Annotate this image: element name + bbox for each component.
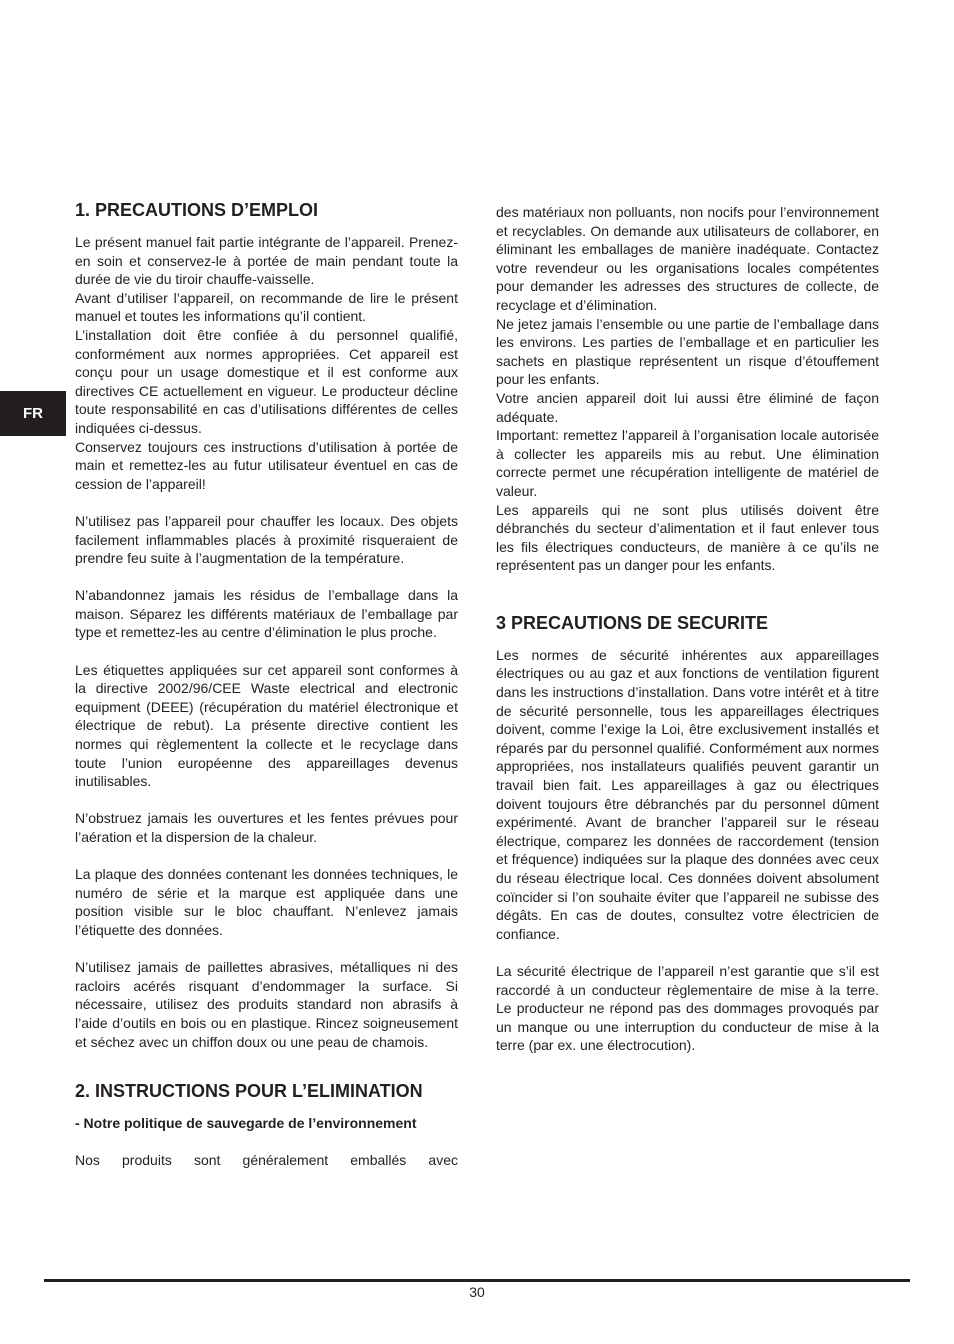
paragraph: Les appareils qui ne sont plus utilisés doivent être débranchés du secteur d’alimentation et il faut enlever tous les fils électriques conducteurs, de manière à ce qu’ils ne représentent pas un danger pour les enfants. [496, 501, 879, 574]
paragraph: La sécurité électrique de l’appareil n’est garantie que s’il est raccordé à un conducteur règlementaire de mise à la terre. Le producteur ne répond pas des dommages provoqués par un manque ou une interruption du conducteur de mise à la terre (par ex. une électrocution). [496, 962, 879, 1054]
section2-subtitle: - Notre politique de sauvegarde de l’environnement [75, 1115, 417, 1132]
paragraph: Les normes de sécurité inhérentes aux appareillages électriques ou au gaz et aux fonctions de ventilation figurent dans les instructions d’installation. Dans votre intérêt et à titre de sécurité personnelle, tous les appareillages électriques doivent, comme l’exige la Loi, être exclusivement installés et réparés par du personnel qualifié. Conformément aux normes appropriées, nos installateurs qualifiés peuvent garantir un travail bien fait. Les appareillages à gaz ou électriques doivent toujours être débranchés par du personnel dûment expérimenté. Avant de brancher l’appareil sur le réseau électrique, comparez les données de raccordement (tension et fréquence) indiquées sur la plaque des données avec ceux du réseau électrique local. Ces données doivent absolument coïncider si l’on souhaite éviter que l’appareil ne subisse des dégâts. En cas de doutes, consultez votre électricien de confiance. [496, 646, 879, 942]
paragraph: N’obstruez jamais les ouvertures et les fentes prévues pour l’aération et la dispersion de la chaleur. [75, 810, 458, 845]
paragraph: Ne jetez jamais l’ensemble ou une partie de l’emballage dans les environs. Les parties de l’emballage et en particulier les sachets en plastique représentent un risque d’étouffement pour les enfants. [496, 315, 879, 388]
paragraph: Les étiquettes appliquées sur cet appareil sont conformes à la directive 2002/96/CEE Waste electrical and electronic equipment (DEEE) (récupération du matériel électronique et électrique de rebut). La présente directive contient les normes qui règlementent la collecte et le recyclage dans toute l’union européenne des appareillages devenus inutilisables. [75, 661, 458, 790]
paragraph: Avant d’utiliser l’appareil, on recommande de lire le présent manuel et toutes les informations qu’il contient. [75, 289, 458, 325]
paragraph: N’abandonnez jamais les résidus de l’emballage dans la maison. Séparez les différents matériaux de l’emballage par type et remettez-les au centre d’élimination le plus proche. [75, 587, 458, 641]
left-column [75, 198, 458, 1169]
paragraph: Important: remettez l’appareil à l’organisation locale autorisée à collecter les appareils mis au rebut. Une élimination correcte permet une récupération intelligente de matériel de valeur. [496, 427, 879, 499]
paragraph: Le présent manuel fait partie intégrante de l’appareil. Prenez-en soin et conservez-le à portée de main pendant toute la durée de vie du tiroir chauffe-vaisselle. [75, 234, 458, 288]
section2-title: 2. INSTRUCTIONS POUR L’ELIMINATION [75, 1081, 423, 1102]
page-number: 30 [469, 1284, 485, 1300]
section1-title: 1. PRECAUTIONS D’EMPLOI [75, 200, 319, 220]
paragraph: des matériaux non polluants, non nocifs pour l’environnement et recyclables. On demande aux utilisateurs de collaborer, en éliminant les emballages de manière inadéquate. Contactez votre revendeur ou les organisations locales compétentes pour demander les adresses des structures de collecte, de recyclage et d’élimination. [496, 204, 879, 313]
paragraph: Votre ancien appareil doit lui aussi être éliminé de façon adéquate. [496, 389, 879, 425]
section3-title: 3 PRECAUTIONS DE SECURITE [496, 612, 769, 633]
footer-rule [44, 1279, 910, 1282]
paragraph: Nos produits sont généralement emballés avec [75, 1151, 458, 1168]
paragraph: La plaque des données contenant les données techniques, le numéro de série et la marque est appliquée dans une position visible sur le bloc chauffant. N’enlevez jamais l’étiquette des données. [75, 866, 458, 938]
language-tab: FR [0, 391, 66, 436]
paragraph: N’utilisez jamais de paillettes abrasives, métalliques ni des racloirs acérés risquant d’endommager la surface. Si nécessaire, utilisez des produits standard non abrasifs à l’aide d’outils en bois ou en plastique. Rincez soigneusement et séchez avec un chiffon doux ou une peau de chamois. [75, 959, 458, 1050]
paragraph: N’utilisez pas l’appareil pour chauffer les locaux. Des objets facilement inflammables placés à proximité risqueraient de prendre feu suite à l’augmentation de la température. [75, 512, 458, 567]
paragraph: Conservez toujours ces instructions d’utilisation à portée de main et remettez-les au futur utilisateur éventuel en cas de cession de l’appareil! [75, 438, 458, 492]
right-column [496, 203, 879, 1055]
paragraph: L’installation doit être confiée à du personnel qualifié, conformément aux normes appropriées. Cet appareil est conçu pour un usage domestique et il est conforme aux directives CE actuellement en vigueur. Le producteur décline toute responsabilité en cas d’utilisations différentes de celles indiquées ci-dessus. [75, 326, 458, 436]
